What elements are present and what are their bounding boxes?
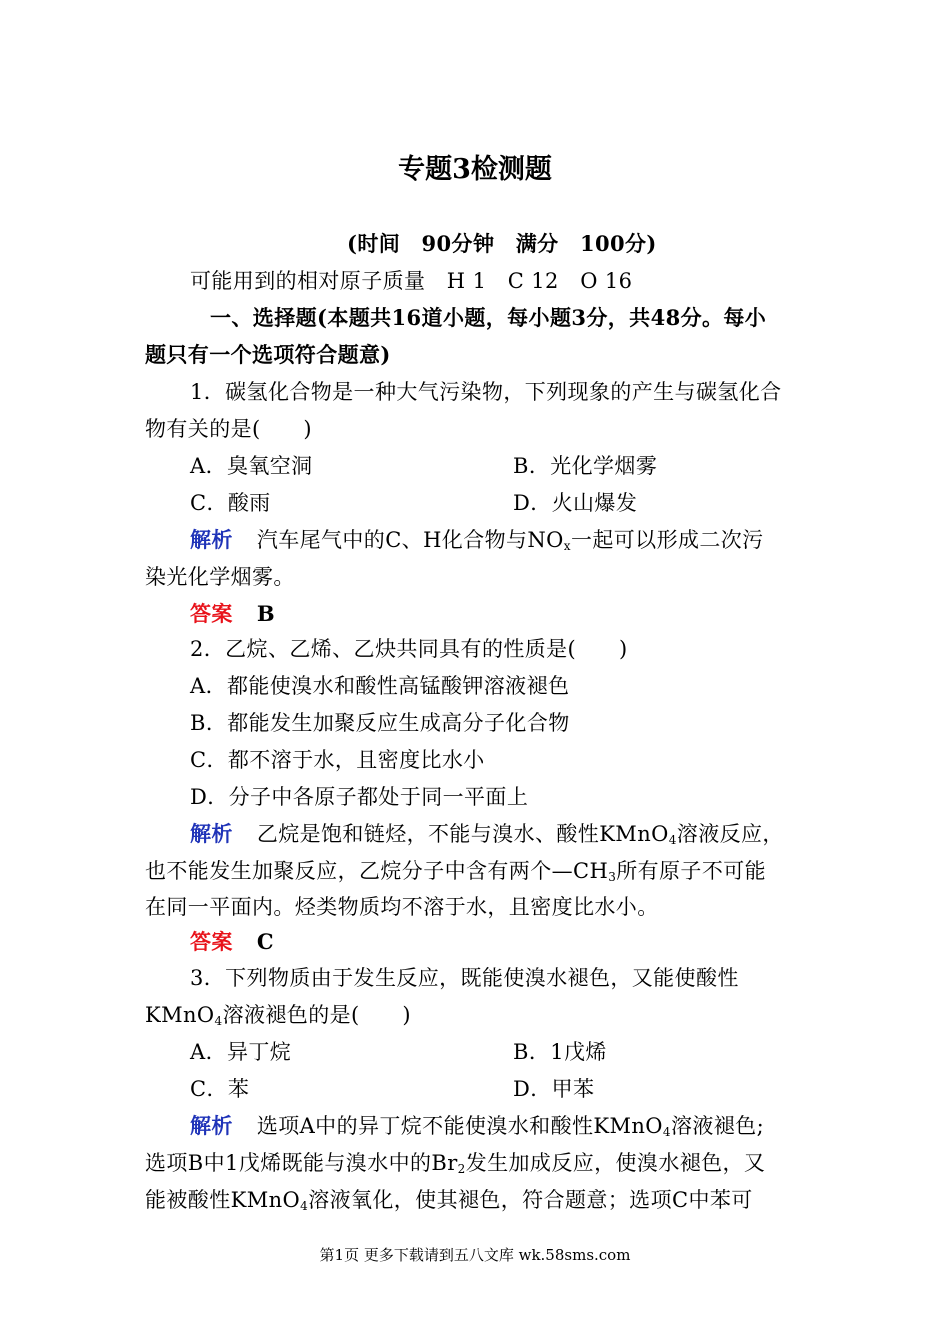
q3-analysis-line3 bbox=[145, 1186, 753, 1214]
analysis-label: 解析 bbox=[190, 527, 233, 552]
q1-option-a: A．臭氧空洞 bbox=[190, 454, 313, 478]
analysis-label: 解析 bbox=[190, 1113, 233, 1138]
analysis-text: 发生加成反应，使溴水褪色，又 bbox=[465, 1151, 766, 1175]
analysis-text: 也不能发生加聚反应，乙烷分子中含有两个—CH bbox=[145, 859, 609, 883]
atomic-masses: 可能用到的相对原子质量 H 1 C 12 O 16 bbox=[190, 269, 633, 293]
q2-analysis-line3: 在同一平面内。烃类物质均不溶于水，且密度比水小。 bbox=[145, 895, 659, 919]
subscript: 4 bbox=[668, 833, 677, 847]
q1-option-c: C．酸雨 bbox=[190, 491, 271, 515]
q2-analysis-line2 bbox=[145, 857, 766, 885]
analysis-text: 所有原子不可能 bbox=[616, 859, 767, 883]
q3-analysis-line1 bbox=[190, 1112, 764, 1140]
q2-stem: 2．乙烷、乙烯、乙炔共同具有的性质是( ) bbox=[190, 637, 628, 661]
q1-analysis-line1 bbox=[190, 526, 764, 554]
q3-stem-line1: 3．下列物质由于发生反应，既能使溴水褪色，又能使酸性 bbox=[190, 966, 739, 990]
subscript: 4 bbox=[214, 1014, 223, 1028]
q2-option-d: D．分子中各原子都处于同一平面上 bbox=[190, 785, 529, 809]
answer-value: B bbox=[256, 601, 275, 626]
analysis-text: 选项B中1戊烯既能与溴水中的Br bbox=[145, 1151, 458, 1175]
stem-text: KMnO bbox=[145, 1003, 215, 1027]
q3-option-d: D．甲苯 bbox=[513, 1077, 595, 1101]
answer-label: 答案 bbox=[190, 601, 233, 626]
section-heading-line1: 一、选择题(本题共16道小题，每小题3分，共48分。每小 bbox=[210, 305, 767, 330]
q1-option-d: D．火山爆发 bbox=[513, 491, 638, 515]
analysis-text: 溶液氧化，使其褪色，符合题意；选项C中苯可 bbox=[308, 1188, 753, 1212]
q2-option-a: A．都能使溴水和酸性高锰酸钾溶液褪色 bbox=[190, 674, 570, 698]
q3-option-c: C．苯 bbox=[190, 1077, 250, 1101]
subscript: 4 bbox=[300, 1199, 309, 1213]
q2-option-b: B．都能发生加聚反应生成高分子化合物 bbox=[190, 711, 570, 735]
q3-stem-line2 bbox=[145, 1001, 411, 1029]
subscript: 3 bbox=[608, 870, 617, 884]
analysis-text: 汽车尾气中的C、H化合物与NO bbox=[256, 528, 564, 552]
analysis-text: 乙烷是饱和链烃，不能与溴水、酸性KMnO bbox=[256, 822, 669, 846]
analysis-text: 溶液褪色; bbox=[670, 1114, 765, 1138]
analysis-text: 溶液反应， bbox=[676, 822, 784, 846]
stem-text: 溶液褪色的是( ) bbox=[222, 1003, 411, 1027]
q3-option-a: A．异丁烷 bbox=[190, 1040, 292, 1064]
subscript: 2 bbox=[457, 1162, 466, 1176]
section-heading-line2: 题只有一个选项符合题意) bbox=[145, 342, 391, 367]
q1-stem-line1: 1．碳氢化合物是一种大气污染物，下列现象的产生与碳氢化合 bbox=[190, 380, 782, 404]
q2-analysis-line1 bbox=[190, 820, 784, 848]
answer-label: 答案 bbox=[190, 929, 233, 954]
q3-option-b: B．1戊烯 bbox=[513, 1040, 607, 1064]
q2-answer bbox=[190, 928, 274, 956]
answer-value: C bbox=[256, 929, 274, 954]
q1-answer bbox=[190, 600, 275, 628]
q1-analysis-line2: 染光化学烟雾。 bbox=[145, 565, 295, 589]
q2-option-c: C．都不溶于水，且密度比水小 bbox=[190, 748, 485, 772]
exam-info: (时间 90分钟 满分 100分) bbox=[347, 231, 657, 256]
q1-stem-line2: 物有关的是( ) bbox=[145, 417, 312, 441]
analysis-text: 选项A中的异丁烷不能使溴水和酸性KMnO bbox=[256, 1114, 663, 1138]
page-footer: 第1页 更多下载请到五八文库 wk.58sms.com bbox=[319, 1246, 631, 1264]
q3-analysis-line2 bbox=[145, 1149, 765, 1177]
subscript: x bbox=[563, 539, 571, 553]
analysis-label: 解析 bbox=[190, 821, 233, 846]
analysis-text: 能被酸性KMnO bbox=[145, 1188, 301, 1212]
analysis-text: 一起可以形成二次污 bbox=[570, 528, 764, 552]
q1-option-b: B．光化学烟雾 bbox=[513, 454, 658, 478]
page-title: 专题3检测题 bbox=[398, 154, 552, 185]
subscript: 4 bbox=[662, 1125, 671, 1139]
